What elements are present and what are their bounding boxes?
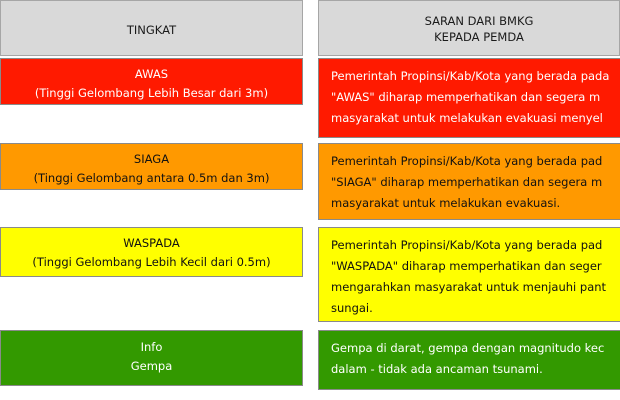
advice-line: "WASPADA" diharap memperhatikan dan seger	[331, 259, 602, 273]
advice-line: masyarakat untuk melakukan evakuasi.	[331, 196, 561, 210]
level-description: (Tinggi Gelombang antara 0.5m dan 3m)	[33, 171, 270, 185]
level-description: (Tinggi Gelombang Lebih Besar dari 3m)	[34, 86, 269, 100]
level-siaga	[0, 143, 303, 190]
level-description: Gempa	[130, 359, 173, 373]
advice-line: masyarakat untuk melakukan evakuasi menyel	[331, 111, 603, 125]
column-header-advice	[318, 0, 620, 56]
column-header-advice-line1: SARAN DARI BMKG	[424, 14, 534, 28]
level-name: WASPADA	[123, 236, 180, 250]
advice-line: Pemerintah Propinsi/Kab/Kota yang berada pad	[331, 238, 603, 252]
advice-line: Pemerintah Propinsi/Kab/Kota yang berada pada	[331, 69, 610, 83]
level-waspada	[0, 227, 303, 277]
advice-line: sungai.	[331, 301, 373, 315]
advice-siaga	[318, 143, 620, 220]
level-name: SIAGA	[133, 152, 170, 166]
level-name: Info	[140, 340, 163, 354]
advice-line: Gempa di darat, gempa dengan magnitudo kec	[331, 341, 605, 355]
level-awas	[0, 58, 303, 105]
column-header-advice-line2: KEPADA PEMDA	[434, 30, 524, 44]
advice-info-gempa	[318, 330, 620, 390]
level-info-gempa	[0, 330, 303, 386]
advice-line: "AWAS" diharap memperhatikan dan segera m	[331, 90, 601, 104]
advice-line: Pemerintah Propinsi/Kab/Kota yang berada pad	[331, 154, 603, 168]
advice-awas	[318, 58, 620, 138]
level-description: (Tinggi Gelombang Lebih Kecil dari 0.5m)	[32, 255, 271, 269]
advice-line: mengarahkan masyarakat untuk menjauhi pant	[331, 280, 607, 294]
level-name: AWAS	[134, 67, 169, 81]
column-header-level-label: TINGKAT	[126, 23, 177, 37]
advice-line: "SIAGA" diharap memperhatikan dan segera m	[331, 175, 603, 189]
advice-line: dalam - tidak ada ancaman tsunami.	[331, 362, 543, 376]
advice-waspada	[318, 227, 620, 322]
column-header-level	[0, 0, 303, 56]
